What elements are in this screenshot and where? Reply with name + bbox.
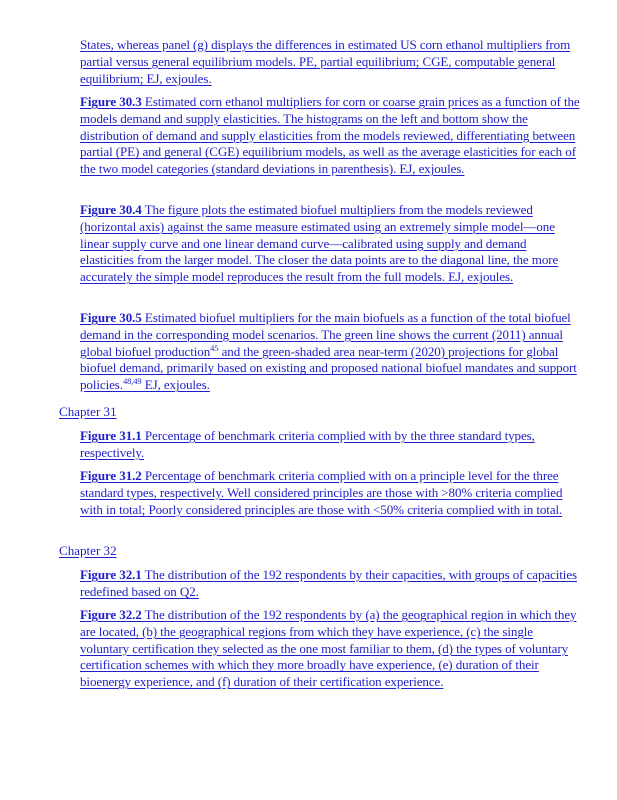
figure-label: Figure 30.4 [80,202,142,217]
caption-text: Estimated corn ethanol multipliers for corn or coarse grain prices as a function of the models demand and supply elasticities. The histograms on the left and bottom show the distribution of demand and supply elasticities from the models reviewed, differentiating between partial (PE) and general (CGE) equilibrium models, as well as the average elasticities for each of the two model categories (standard deviations in parenthesis). EJ, exjoules. [80,94,580,177]
figure-31-1-link[interactable] [80,428,583,462]
caption-text: Percentage of benchmark criteria complied with by the three standard types, respectively. [80,428,535,460]
figure-30-3-link[interactable] [80,94,583,178]
figure-label: Figure 31.1 [80,428,142,443]
figure-30-5-link[interactable] [80,310,583,394]
figure-32-1-link[interactable] [80,567,583,601]
chapter-32-heading[interactable]: Chapter 32 [59,543,117,558]
figure-label: Figure 31.2 [80,468,142,483]
figure-32-2-link[interactable] [80,607,583,691]
reference-superscript[interactable]: 45 [210,342,219,353]
caption-continuation[interactable] [80,37,583,87]
reference-superscript[interactable]: 48,49 [122,376,142,387]
caption-text: States, whereas panel (g) displays the differences in estimated US corn ethanol multipliers from partial versus general equilibrium models. PE, partial equilibrium; CGE, computable general equilibrium; EJ, exjoules. [80,37,571,86]
figure-label: Figure 30.5 [80,310,142,325]
caption-text: The distribution of the 192 respondents by (a) the geographical region in which they are located, (b) the geographical regions from which they have experience, (c) the single voluntary certification they selected as the one most familiar to them, (d) the types of voluntary certification schemes with which they more broadly have experience, (e) duration of their bioenergy experience, and (f) duration of their certification experience. [80,607,577,690]
figure-label: Figure 32.1 [80,567,142,582]
chapter-31-heading[interactable]: Chapter 31 [59,404,117,419]
caption-text: The distribution of the 192 respondents by their capacities, with groups of capacities redefined based on Q2. [80,567,577,599]
figure-label: Figure 30.3 [80,94,142,109]
figure-label: Figure 32.2 [80,607,142,622]
caption-text: and the green-shaded area near-term (2020) projections for global biofuel demand, primarily based on existing and proposed national biofuel mandates and support policies. [80,343,577,393]
caption-text: Estimated biofuel multipliers for the main biofuels as a function of the total biofuel demand in the corresponding model scenarios. The green line shows the current (2011) annual global biofuel production [80,310,571,359]
caption-text: EJ, exjoules. [141,377,210,393]
caption-text: Percentage of benchmark criteria complied with on a principle level for the three standard types, respectively. Well considered principles are those with >80% criteria complied with in total; Poorly considered principles are those with <50% criteria complied with in total. [80,468,563,517]
figure-30-4-link[interactable] [80,202,583,286]
caption-text: The figure plots the estimated biofuel multipliers from the models reviewed (horizontal axis) against the same measure estimated using an extremely simple model—one linear supply curve and one linear demand curve—calibrated using supply and demand elasticities from the larger model. The closer the data points are to the diagonal line, the more accurately the simple model reproduces the result from the full models. EJ, exjoules. [80,202,559,285]
figure-31-2-link[interactable] [80,468,583,518]
